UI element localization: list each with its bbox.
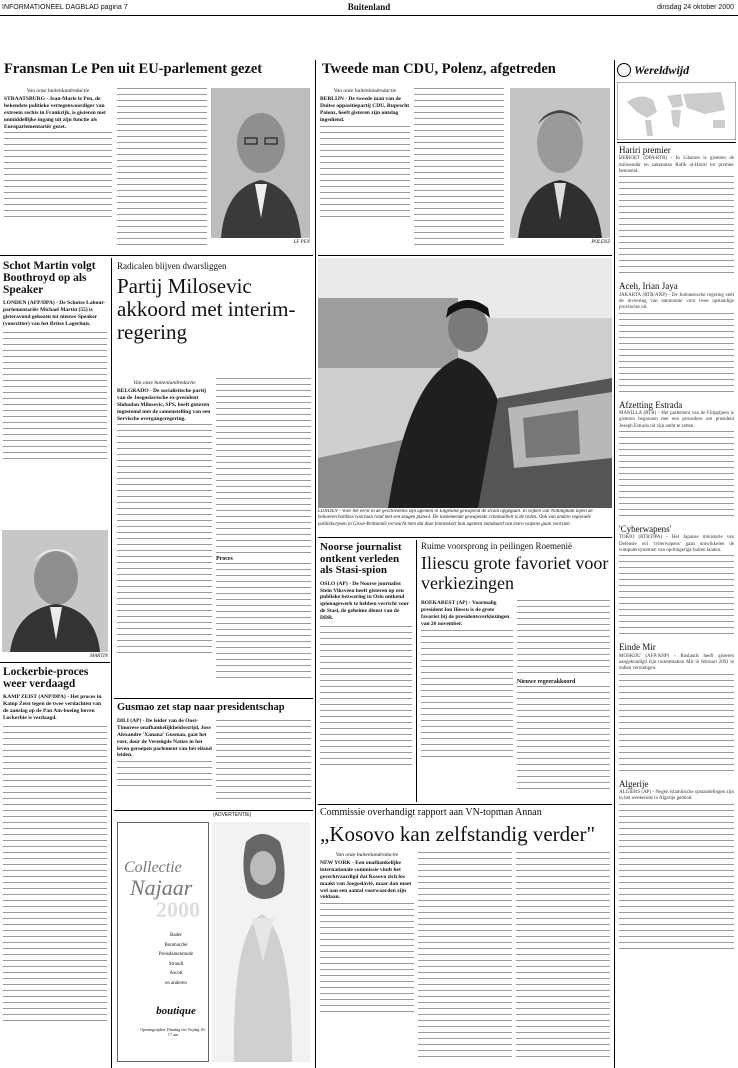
lead-kosovo: NEW YORK - Een onafhankelijke internationale commissie vindt het gerechtvaardigd dat Kosovo zich los maakt van Joegoslavië, maar dan moet wel aan een aantal voorwaarden zijn voldaan. [320,860,412,901]
ad-title-top: Collectie [124,859,182,876]
headline-roemenie: Iliescu grote favoriet voor verkiezingen [421,553,609,593]
headline-cdu: Tweede man CDU, Polenz, afgetreden [322,61,556,77]
sidebar-item [617,142,736,278]
lead-lockerbie: KAMP ZEIST (ANP/DPA) - Het proces in Kamp Zeist tegen de twee verdachten van de aanslag op de Pan Am-boeing boven Lockerbie is verdaagd. [3,694,102,721]
headline-martin: Schot Martin volgt Boothroyd op als Speaker [3,260,96,297]
sidebar-item [617,777,736,954]
ad-brand: Preisdamenmode [158,952,194,957]
sidebar-item-head: Einde Mir [619,642,656,653]
article-kosovo [318,806,612,1066]
cdu-col2 [414,88,504,250]
column-rule [315,60,316,1068]
body-text [216,378,311,553]
cdu-col1 [320,86,410,252]
kosovo-col1 [320,850,414,1064]
body-text [421,630,513,760]
sidebar-wereldwijd [617,60,736,1066]
ad-label: (ADVERTENTIE) [213,812,252,818]
headline-kosovo: „Kosovo kan zelfstandig verder" [320,821,596,846]
sidebar-item [617,279,736,396]
sidebar-item-head: Algerije [619,778,649,789]
lead-noorse: OSLO (AP) - De Noorse journalist Stein Viksveen heeft gisteren op een publieke bezwering in Oslo ontkend spionagewerk te hebben verricht voor de Stasi, de geheime dienst van de DDR. [320,580,409,622]
sidebar-item-text: MOSKOU (AFP/ANP) - Ruslands heeft gisteren aangekondigd zijn ruimtestation Mir in februari 2001 te zullen vernietigen. [619,653,734,672]
body-text [4,132,112,222]
body-text [320,126,410,222]
headline-gusmao: Gusmao zet stap naar presidentschap [117,702,285,713]
body-text [517,600,610,676]
martin-photo [2,530,108,652]
date: dinsdag 24 oktober 2000 [656,4,734,11]
ad-brand: Strandi [168,961,184,967]
column-rule [614,60,615,1068]
sidebar-item [617,522,736,639]
world-map [617,82,736,140]
ad-brand: Ascott [169,971,183,976]
body-text [3,726,107,1026]
divider [114,698,313,699]
kosovo-col2 [418,852,512,1060]
article-gusmao [114,700,313,808]
photo-caption: MARTIN [89,654,108,659]
ad-brand: Bader [170,933,182,938]
article-martin [0,258,110,488]
sidebar-header [617,60,736,80]
byline: Van onze buitenlandredactie [133,380,196,386]
sidebar-item-text: ALGIERS (AP) - Negen islamitische opstandelingen zijn in het weekeinde in Algerije gedood. [619,790,734,802]
article-cdu [318,60,612,254]
article-noorse [318,540,414,802]
body-text [619,555,734,639]
divider [0,662,110,663]
lead-roemenie: BOEKAREST (AP) - Voormalig president Ion Iliescu is de grote favoriet bij de presidentsverkiezingen van 26 november. [421,600,510,627]
kicker-roemenie: Ruime voorsprong in peilingen Roemenië [421,541,572,551]
body-text [117,761,212,791]
sidebar-item-text: BEIROET (DPA/RTR) - In Libanon is gisteren de milioendär en zakenman Rafik al-Hariri tot premier benoemd. [619,156,734,175]
lead-lepen: STRAATSBURG - Jean-Marie le Pen, de bekendste politieke vertegenwoordiger van extreem rechts in Frankrijk, is gisteren met onmiddellijke ingang uit zijn functie als Europarlementariër gezet. [4,96,106,130]
lepen-photo [211,88,310,238]
sidebar-item [617,640,736,775]
body-text [619,176,734,278]
headline-lockerbie: Lockerbie-proces weer verdaagd [3,666,89,691]
londen-caption: LONDEN - Voor het eerst in de geschiedenis zijn agenten in Engeland gewapend de straat opgegaan. In wijken van Nottingham lopen de behoeven bobbies voortaan rond met een zeugen pistool. De toenemende gewapende criminaliteit is de reden. Ook van andere regionale politiekorpsen in Groot-Brittannië verwacht men dat deze binnenkort hun agenten standaard van extra wapens gaan voorzien. [318,509,593,527]
ad-brand-list [146,931,206,988]
body-text [320,626,412,766]
gusmao-col1 [117,718,212,806]
paper-name: INFORMATIONEEL DAGBLAD pagina 7 [2,4,128,11]
byline: Van onze buitenlandredactie [333,88,397,94]
article-milosevic [114,258,313,698]
divider [114,810,313,811]
advertisement [114,812,313,1066]
sidebar-item-head: Hariri premier [619,145,671,155]
roemenie-col2 [517,600,610,800]
lepen-col2 [117,88,207,250]
body-text [619,431,734,521]
divider [318,255,612,256]
milosevic-col1 [117,378,212,696]
sidebar-item-head: Aceh, Irian Jaya [619,281,678,292]
body-text [619,674,734,776]
sidebar-title: Wereldwijd [634,62,690,77]
ad-brand-logo: boutique [156,1005,196,1017]
kosovo-col3 [516,852,610,1060]
ad-footer: Openingstijden: Dinsdag t/m Vrijdag 10-17 uur [140,1027,206,1038]
body-text [320,903,414,1013]
body-text [619,804,734,954]
photo-caption: POLENZ [591,240,610,245]
ad-year: 2000 [156,897,200,922]
kicker-kosovo: Commissie overhandigt rapport aan VN-topman Annan [320,807,542,818]
lead-gusmao: DILI (AP) - De leider van de Oost-Timorese onafhankelijkheidsstrijd, Jose Alexandre 'Xanana' Gusmao, gaat het roer, door de Verenigde Naties in het leven geroepen parlement van het eiland leiden. [117,718,212,759]
kicker-milosevic: Radicalen blijven dwarsliggen [117,261,227,271]
byline: Van onze buitenlandredactie [335,852,399,858]
headline-noorse: Noorse journalist ontkent verleden als Stasi-spion [320,541,402,577]
sidebar-item-head: 'Cyberwapens' [619,523,672,534]
article-roemenie [419,540,612,802]
ad-brand: en anderen [165,980,187,986]
sidebar-item-text: TOKIO (RTR/DPA) - Het Japanse ministerie van Defensie wil 'cyberwapens' gaan ontwikkelen de computersystemen van opdringerige buiten landen. [619,535,734,554]
subhead: Nieuwe regeerakkoord [517,679,576,685]
divider [318,804,612,805]
gusmao-col2 [216,720,311,804]
sidebar-item-text: JAKARTA (RTR/ANP) - De Indonesische regering stelt de invoering van autonomie voor twee opstandige provincies uit. [619,292,734,311]
lead-martin: LONDEN (AFP/DPA) - De Schotse Labour-parlementariër Michael Martin (55) is gisteravond gekozen tot nieuwe Speaker (voorzitter) van het Britse Lagerhuis. [3,300,106,327]
lead-milosevic: BELGRADO - De socialistische partij van de Joegoslavische ex-president Slobodan Milosevic, SPS, heeft gisteren ingestemd met de samenstelling van een Servische overgangsregering. [117,388,211,422]
section-title: Buitenland [347,2,391,12]
article-lepen [0,60,313,254]
lepen-col1 [4,86,112,252]
column-rule [416,540,417,802]
column-rule [111,258,112,1068]
globe-icon [617,63,631,77]
sidebar-item [617,398,736,521]
divider [0,255,313,256]
lead-cdu: BERLIJN - De tweede man van de Duitse oppositiepartij CDU, Ruprecht Polenz, heeft gisteren zijn ontslag ingediend. [320,96,410,123]
milosevic-col2 [216,378,311,696]
ad-frame [117,822,209,1062]
subhead: Proces [216,556,233,562]
byline: Van onze buitenlandredactie [26,88,90,94]
ad-brand: Bonmarché [164,942,188,948]
body-text [619,313,734,397]
headline-lepen: Fransman Le Pen uit EU-parlement gezet [4,61,263,77]
ad-title-main: Najaar [130,875,193,900]
sidebar-item-text: MANILLA (RTR) - Het parlement van de Filippijnen is gisteren begonnen met een procedure om president Joseph Estrada uit zijn ambt te zetten. [619,411,734,429]
body-text [216,563,311,683]
londen-police-photo [318,258,612,508]
roemenie-col1 [421,600,513,800]
body-text [117,424,212,654]
article-lockerbie [0,664,110,1066]
photo-caption: LE PEN [293,240,310,245]
page-header [0,0,738,16]
headline-milosevic: Partij Milosevic akkoord met interim-regering [117,274,296,344]
ad-model-photo [212,822,310,1062]
divider [318,537,612,538]
body-text [517,686,610,794]
body-text [3,332,107,462]
sidebar-item-head: Afzetting Estrada [619,399,683,410]
polenz-photo [510,88,610,238]
